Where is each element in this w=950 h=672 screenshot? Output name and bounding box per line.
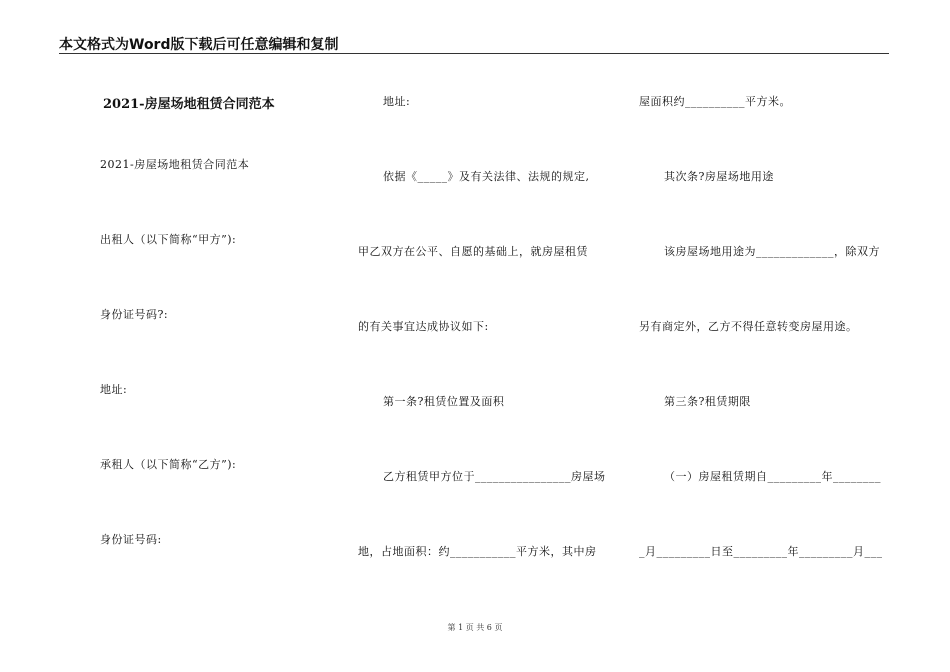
paragraph-line: （一）房屋租赁期自_________年________ [664,470,881,483]
paragraph-line: _月_________日至_________年_________月___ [639,545,883,558]
paragraph-line: 乙方租赁甲方位于________________房屋场 [383,470,606,483]
document-title: 2021-房屋场地租赁合同范本 [103,97,275,112]
lessor-label: 出租人（以下简称“甲方”): [100,233,237,246]
page-number: 第 1 页 共 6 页 [447,623,503,632]
lessee-address-label: 地址: [383,95,411,108]
paragraph-line: 地，占地面积：约___________平方米，其中房 [358,545,597,558]
lessor-id-label: 身份证号码?: [100,308,169,321]
lessor-address-label: 地址: [100,383,128,396]
header-text: 本文格式为Word版下载后可任意编辑和复制 [59,37,339,53]
paragraph-line: 该房屋场地用途为_____________，除双方 [664,245,880,258]
paragraph-line: 的有关事宜达成协议如下: [358,320,489,333]
document-subtitle: 2021-房屋场地租赁合同范本 [100,158,250,171]
article-1-heading: 第一条?租赁位置及面积 [383,395,505,408]
paragraph-line: 甲乙双方在公平、自愿的基础上，就房屋租赁 [358,245,588,258]
article-3-heading: 第三条?租赁期限 [664,395,751,408]
paragraph-line: 另有商定外，乙方不得任意转变房屋用途。 [639,320,858,333]
document-header [59,33,889,54]
article-2-heading: 其次条?房屋场地用途 [664,170,774,183]
lessee-label: 承租人（以下简称“乙方”): [100,458,237,471]
paragraph-line: 屋面积约__________平方米。 [639,95,791,108]
paragraph-line: 依据《_____》及有关法律、法规的规定, [383,170,590,183]
lessee-id-label: 身份证号码: [100,533,162,546]
